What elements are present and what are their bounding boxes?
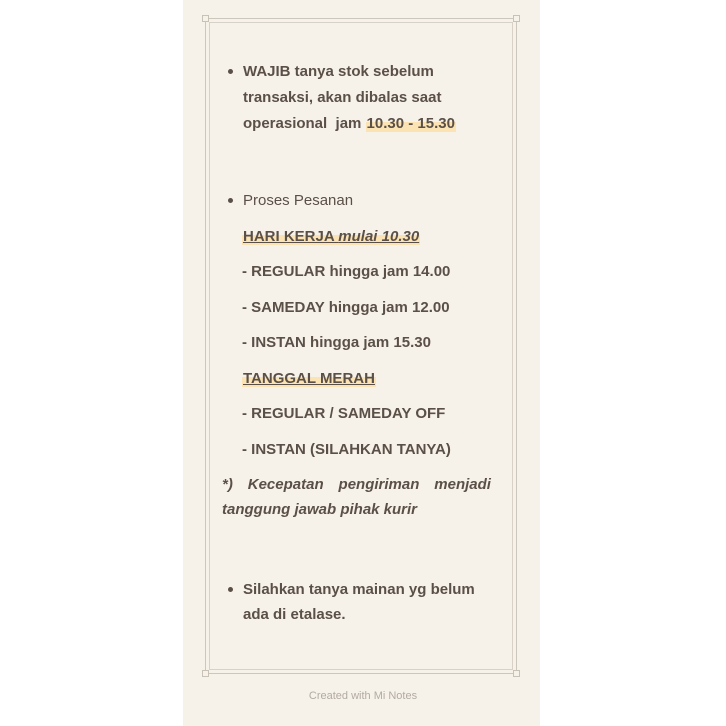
bullet1-line2: transaksi, akan dibalas saat bbox=[243, 89, 442, 106]
footer-credit: Created with Mi Notes bbox=[308, 690, 418, 702]
weekday-label bbox=[242, 228, 420, 245]
frame-corner-ornament bbox=[513, 15, 520, 22]
bullet3-line2: ada di etalase. bbox=[243, 606, 346, 623]
operating-hours-highlight: 10.30 - 15.30 bbox=[366, 115, 455, 132]
frame-corner-ornament bbox=[202, 670, 209, 677]
weekday-label-text: HARI KERJA bbox=[243, 228, 339, 245]
holiday-item-regular-sameday: - REGULAR / SAMEDAY OFF bbox=[242, 405, 446, 422]
footnote-line2: tanggung jawab pihak kurir bbox=[222, 501, 418, 518]
holiday-label: TANGGAL MERAH bbox=[243, 370, 375, 387]
holiday-item-instan: - INSTAN (SILAHKAN TANYA) bbox=[242, 441, 451, 458]
footnote-word: pengiriman bbox=[338, 476, 420, 493]
bullet1-line1: WAJIB tanya stok sebelum bbox=[243, 63, 434, 80]
weekday-item-sameday: - SAMEDAY hingga jam 12.00 bbox=[242, 299, 450, 316]
weekday-item-regular: - REGULAR hingga jam 14.00 bbox=[242, 263, 451, 280]
operating-hours-label: operasional jam bbox=[243, 115, 362, 132]
footnote-line1 bbox=[222, 475, 491, 495]
weekday-start-time: mulai 10.30 bbox=[338, 228, 420, 245]
footnote-marker: *) bbox=[222, 476, 233, 493]
order-process-title: Proses Pesanan bbox=[243, 192, 354, 209]
holiday-heading bbox=[242, 369, 376, 389]
bullet-dot bbox=[228, 198, 233, 203]
bullet-dot bbox=[228, 69, 233, 74]
footnote-word: Kecepatan bbox=[247, 476, 324, 493]
bullet3-line1: Silahkan tanya mainan yg belum bbox=[243, 581, 475, 598]
bullet-dot bbox=[228, 587, 233, 592]
footnote-word: menjadi bbox=[434, 476, 491, 493]
frame-corner-ornament bbox=[513, 670, 520, 677]
frame-corner-ornament bbox=[202, 15, 209, 22]
bullet1-line3 bbox=[243, 114, 456, 134]
weekday-heading bbox=[242, 227, 420, 247]
weekday-item-instan: - INSTAN hingga jam 15.30 bbox=[242, 334, 431, 351]
